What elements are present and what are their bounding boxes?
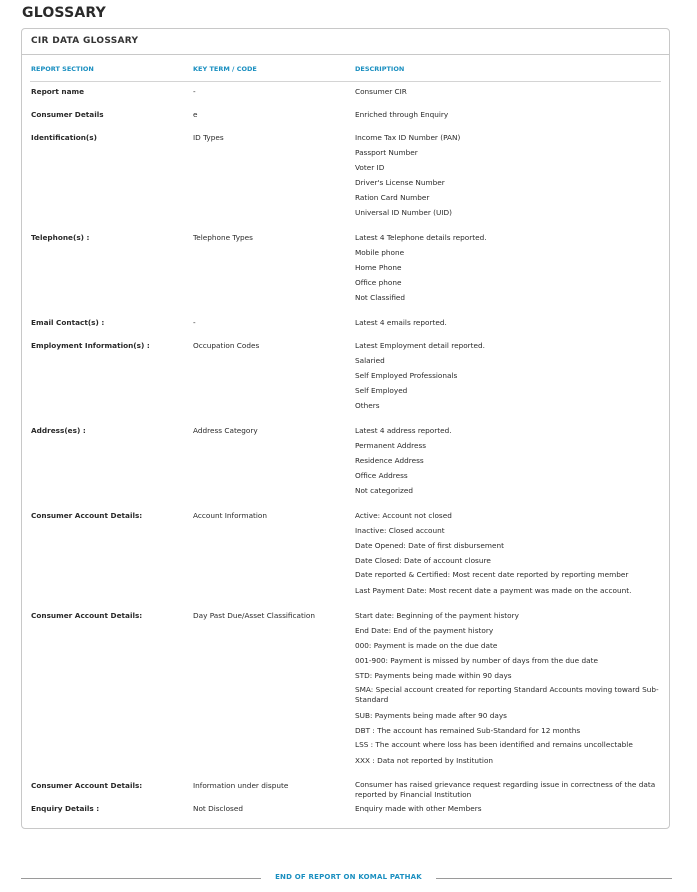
table-row xyxy=(22,801,669,821)
description-line: 001-900: Payment is missed by number of days from the due date xyxy=(355,656,598,665)
description-cell xyxy=(355,801,665,816)
description-line: SMA: Special account created for reporting Standard Accounts moving toward Sub-Standard xyxy=(355,685,659,704)
table-row xyxy=(22,338,669,423)
header-divider xyxy=(30,81,661,82)
key-term-cell: Account Information xyxy=(193,511,268,520)
table-row xyxy=(22,107,669,130)
description-line: Date Closed: Date of account closure xyxy=(355,556,491,565)
report-section-cell: Consumer Account Details: xyxy=(31,611,143,620)
description-line: Date reported & Certified: Most recent date reported by reporting member xyxy=(355,570,629,579)
description-line: Universal ID Number (UID) xyxy=(355,208,452,217)
description-line: Driver's License Number xyxy=(355,178,445,187)
end-of-report-label: END OF REPORT ON KOMAL PATHAK xyxy=(275,873,422,881)
description-cell xyxy=(355,778,665,803)
description-line: Office Address xyxy=(355,471,408,480)
description-line: Others xyxy=(355,401,380,410)
table-row xyxy=(22,230,669,315)
page-title: GLOSSARY xyxy=(22,5,106,21)
description-line: Latest Employment detail reported. xyxy=(355,341,485,350)
table-row xyxy=(22,778,669,801)
report-section-cell: Employment Information(s) : xyxy=(31,341,150,350)
key-term-cell: Occupation Codes xyxy=(193,341,260,350)
description-line: DBT : The account has remained Sub-Standard for 12 months xyxy=(355,726,581,735)
table-row xyxy=(22,130,669,230)
report-section-cell: Enquiry Details : xyxy=(31,804,100,813)
description-cell xyxy=(355,423,665,498)
key-term-cell: Telephone Types xyxy=(193,233,253,242)
table-row xyxy=(22,315,669,338)
description-line: Consumer CIR xyxy=(355,87,407,96)
description-line: Not categorized xyxy=(355,486,414,495)
report-section-cell: Consumer Account Details: xyxy=(31,781,143,790)
description-line: Home Phone xyxy=(355,263,402,272)
key-term-cell: e xyxy=(193,110,198,119)
report-section-cell: Consumer Account Details: xyxy=(31,511,143,520)
description-line: SUB: Payments being made after 90 days xyxy=(355,711,507,720)
description-line: End Date: End of the payment history xyxy=(355,626,494,635)
description-line: Self Employed xyxy=(355,386,408,395)
description-cell xyxy=(355,608,665,768)
table-row xyxy=(22,608,669,778)
key-term-cell: Address Category xyxy=(193,426,258,435)
description-line: Inactive: Closed account xyxy=(355,526,445,535)
report-section-cell: Telephone(s) : xyxy=(31,233,90,242)
key-term-cell: ID Types xyxy=(193,133,224,142)
description-line: Residence Address xyxy=(355,456,424,465)
table-row xyxy=(22,84,669,107)
description-line: Mobile phone xyxy=(355,248,405,257)
key-term-cell: - xyxy=(193,318,196,327)
description-line: Latest 4 address reported. xyxy=(355,426,452,435)
description-line: Office phone xyxy=(355,278,402,287)
glossary-panel xyxy=(21,28,670,829)
description-line: Active: Account not closed xyxy=(355,511,452,520)
description-line: Voter ID xyxy=(355,163,385,172)
description-line: 000: Payment is made on the due date xyxy=(355,641,498,650)
description-line: Permanent Address xyxy=(355,441,427,450)
description-cell xyxy=(355,315,665,330)
description-line: Salaried xyxy=(355,356,385,365)
description-line: Date Opened: Date of first disbursement xyxy=(355,541,504,550)
column-header-key-term: KEY TERM / CODE xyxy=(193,65,257,73)
description-line: Last Payment Date: Most recent date a payment was made on the account. xyxy=(355,586,632,595)
description-line: Income Tax ID Number (PAN) xyxy=(355,133,461,142)
description-cell xyxy=(355,130,665,220)
description-line: Ration Card Number xyxy=(355,193,430,202)
report-section-cell: Consumer Details xyxy=(31,110,104,119)
description-cell xyxy=(355,338,665,413)
column-header-description: DESCRIPTION xyxy=(355,65,405,73)
table-row xyxy=(22,423,669,508)
description-line: Enquiry made with other Members xyxy=(355,804,482,813)
description-cell xyxy=(355,508,665,598)
description-line: Self Employed Professionals xyxy=(355,371,458,380)
description-line: XXX : Data not reported by Institution xyxy=(355,756,494,765)
report-section-cell: Identification(s) xyxy=(31,133,97,142)
table-row xyxy=(22,508,669,608)
key-term-cell: Day Past Due/Asset Classification xyxy=(193,611,315,620)
description-line: Enriched through Enquiry xyxy=(355,110,449,119)
description-line: Passport Number xyxy=(355,148,418,157)
description-line: Latest 4 Telephone details reported. xyxy=(355,233,487,242)
description-cell xyxy=(355,230,665,305)
report-section-cell: Email Contact(s) : xyxy=(31,318,105,327)
report-section-cell: Report name xyxy=(31,87,85,96)
panel-title: CIR DATA GLOSSARY xyxy=(22,29,669,55)
description-line: LSS : The account where loss has been identified and remains uncollectable xyxy=(355,740,633,749)
description-line: Latest 4 emails reported. xyxy=(355,318,447,327)
description-line: STD: Payments being made within 90 days xyxy=(355,671,512,680)
description-line: Consumer has raised grievance request regarding issue in correctness of the data reported by Financial Institution xyxy=(355,780,656,799)
column-header-report-section: REPORT SECTION xyxy=(31,65,94,73)
key-term-cell: - xyxy=(193,87,196,96)
description-line: Start date: Beginning of the payment history xyxy=(355,611,519,620)
description-cell xyxy=(355,84,665,99)
description-cell xyxy=(355,107,665,122)
description-line: Not Classified xyxy=(355,293,406,302)
report-section-cell: Address(es) : xyxy=(31,426,86,435)
key-term-cell: Not Disclosed xyxy=(193,804,243,813)
key-term-cell: Information under dispute xyxy=(193,781,289,790)
